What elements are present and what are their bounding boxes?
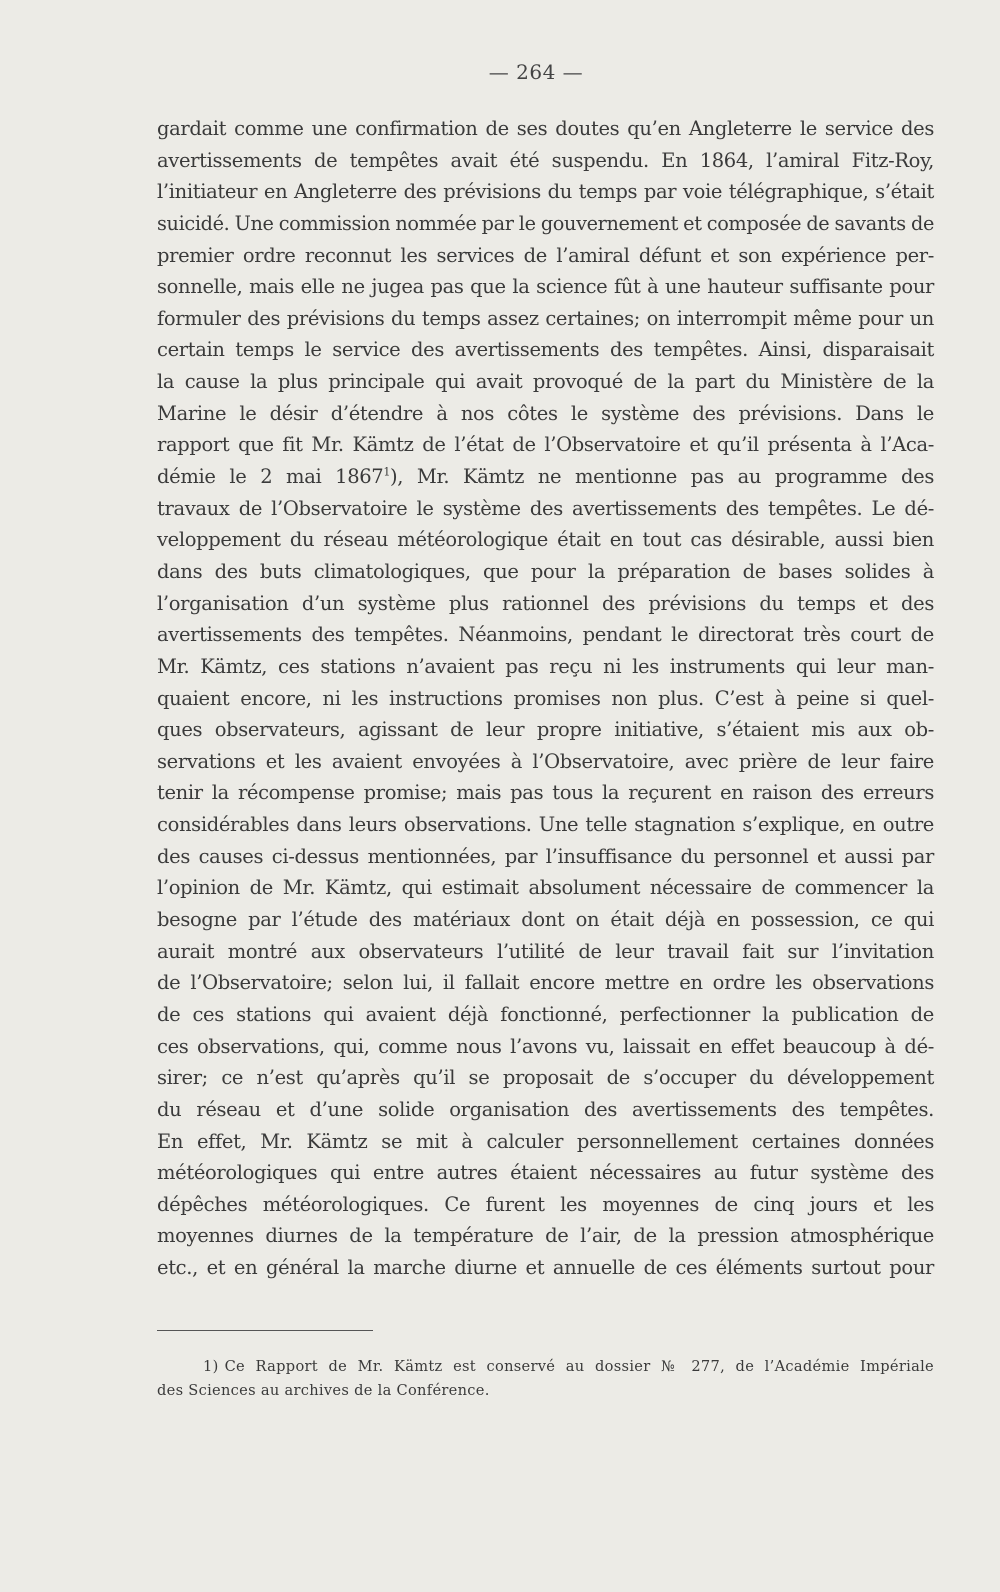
text-line: certain temps le service des avertissements des tempêtes. Ainsi, disparaisait xyxy=(157,338,934,362)
text-line: aurait montré aux observateurs l’utilité de leur travail fait sur l’invitation xyxy=(157,939,934,963)
text-line: rapport que fit Mr. Kämtz de l’état de l’Observatoire et qu’il présenta à l’Aca- xyxy=(157,433,934,457)
text-line: l’opinion de Mr. Kämtz, qui estimait absolument nécessaire de commencer la xyxy=(157,876,934,900)
text-line: travaux de l’Observatoire le système des avertissements des tempêtes. Le dé- xyxy=(157,496,934,520)
text-segment: ), Mr. Kämtz ne mentionne pas au programme des xyxy=(390,465,934,489)
text-line: gardait comme une confirmation de ses doutes qu’en Angleterre le service des xyxy=(157,117,934,140)
page-number: — 264 — xyxy=(488,60,584,84)
text-line: avertissements des tempêtes. Néanmoins, pendant le directorat très court de xyxy=(157,623,934,647)
text-line: sonnelle, mais elle ne jugea pas que la science fût à une hauteur suffisante pour xyxy=(157,275,934,299)
text-line: de l’Observatoire; selon lui, il fallait encore mettre en ordre les observations xyxy=(157,971,934,995)
text-line: suicidé. Une commission nommée par le gouvernement et composée de savants de xyxy=(157,211,934,235)
footnote-text: Ce Rapport de Mr. Kämtz est conservé au dossier № 277, de l’Académie Impériale xyxy=(224,1358,934,1375)
text-line: etc., et en général la marche diurne et annuelle de ces éléments surtout pour xyxy=(157,1256,934,1280)
text-line: moyennes diurnes de la température de l’air, de la pression atmosphérique xyxy=(157,1224,934,1248)
footnote-divider xyxy=(157,1330,373,1331)
text-line: des causes ci-dessus mentionnées, par l’insuffisance du personnel et aussi par xyxy=(157,844,934,868)
body-text xyxy=(157,113,934,1284)
text-line: l’organisation d’un système plus rationnel des prévisions du temps et des xyxy=(157,591,934,615)
footnote-reference[interactable]: 1 xyxy=(383,465,391,479)
text-line: En effet, Mr. Kämtz se mit à calculer personnellement certaines données xyxy=(157,1129,934,1153)
text-line: de ces stations qui avaient déjà fonctionné, perfectionner la publication de xyxy=(157,1002,934,1026)
text-line: dépêches météorologiques. Ce furent les moyennes de cinq jours et les xyxy=(157,1192,934,1216)
text-line: avertissements de tempêtes avait été suspendu. En 1864, l’amiral Fitz-Roy, xyxy=(157,148,934,172)
text-line: premier ordre reconnut les services de l’amiral défunt et son expérience per- xyxy=(157,243,934,267)
text-line: la cause la plus principale qui avait provoqué de la part du Ministère de la xyxy=(157,370,934,394)
text-line: servations et les avaient envoyées à l’Observatoire, avec prière de leur faire xyxy=(157,749,934,773)
text-line: Mr. Kämtz, ces stations n’avaient pas reçu ni les instruments qui leur man- xyxy=(157,654,934,678)
text-line-with-footnote-ref xyxy=(157,461,934,493)
text-line: sirer; ce n’est qu’après qu’il se proposait de s’occuper du développement xyxy=(157,1066,934,1090)
text-line: quaient encore, ni les instructions promises non plus. C’est à peine si quel- xyxy=(157,686,934,710)
text-segment: démie le 2 mai 1867 xyxy=(157,465,384,489)
footnotes xyxy=(157,1355,934,1403)
text-line: considérables dans leurs observations. Une telle stagnation s’explique, en outre xyxy=(157,813,934,837)
text-line: ques observateurs, agissant de leur propre initiative, s’étaient mis aux ob- xyxy=(157,718,934,742)
text-line: tenir la récompense promise; mais pas tous la reçurent en raison des erreurs xyxy=(157,781,934,805)
text-line: du réseau et d’une solide organisation des avertissements des tempêtes. xyxy=(157,1097,934,1121)
text-line: dans des buts climatologiques, que pour la préparation de bases solides à xyxy=(157,559,934,583)
text-line: besogne par l’étude des matériaux dont on était déjà en possession, ce qui xyxy=(157,908,934,932)
text-line: Marine le désir d’étendre à nos côtes le système des prévisions. Dans le xyxy=(157,401,934,425)
footnote-marker: 1) xyxy=(203,1358,219,1375)
footnote-line xyxy=(157,1355,934,1379)
footnote-line: des Sciences au archives de la Conférence. xyxy=(157,1382,490,1399)
text-line: l’initiateur en Angleterre des prévisions du temps par voie télégraphique, s’était xyxy=(157,180,934,204)
text-line: veloppement du réseau météorologique était en tout cas désirable, aussi bien xyxy=(157,528,934,552)
text-line: météorologiques qui entre autres étaient nécessaires au futur système des xyxy=(157,1161,934,1185)
text-line: formuler des prévisions du temps assez certaines; on interrompit même pour un xyxy=(157,306,934,330)
text-line: ces observations, qui, comme nous l’avons vu, laissait en effet beaucoup à dé- xyxy=(157,1034,934,1058)
